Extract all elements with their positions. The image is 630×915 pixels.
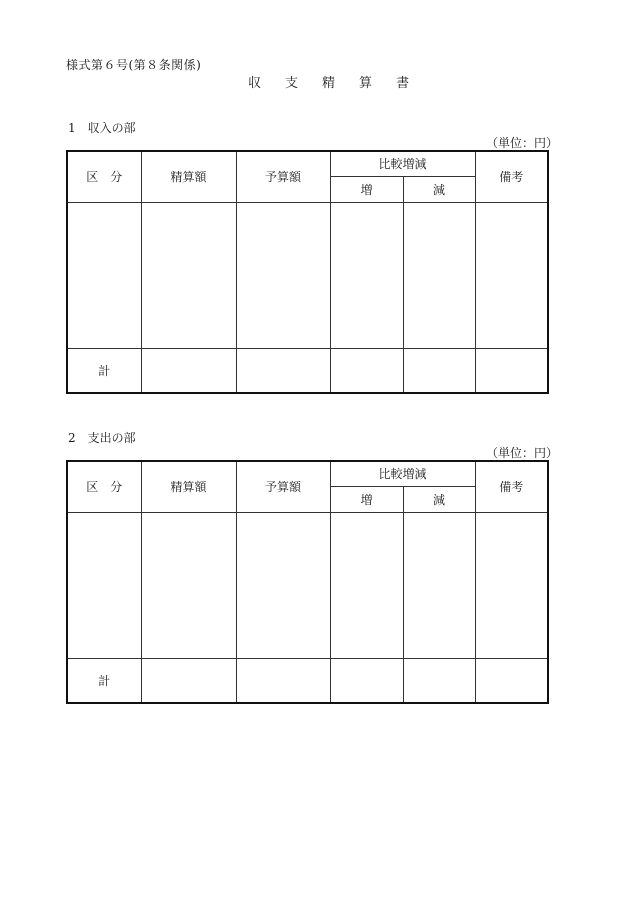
increase-cell[interactable]	[330, 512, 403, 658]
total-budget-cell[interactable]	[236, 348, 330, 393]
income-section-heading: 1 収入の部	[68, 121, 136, 135]
header-comparison: 比較増減	[330, 151, 475, 176]
income-unit-label: （単位：円）	[486, 136, 559, 150]
total-remarks-cell[interactable]	[475, 658, 548, 703]
total-decrease-cell[interactable]	[403, 658, 475, 703]
expense-unit-label: （単位：円）	[486, 446, 559, 460]
header-remarks: 備考	[475, 151, 548, 202]
budget-cell[interactable]	[236, 512, 330, 658]
budget-cell[interactable]	[236, 202, 330, 348]
table-row	[67, 202, 548, 348]
total-decrease-cell[interactable]	[403, 348, 475, 393]
settled-cell[interactable]	[141, 202, 236, 348]
header-comparison: 比較増減	[330, 461, 475, 486]
header-increase: 増	[330, 176, 403, 202]
header-category: 区 分	[67, 461, 141, 512]
income-table	[66, 150, 549, 394]
title-char: 書	[396, 76, 410, 91]
total-row	[67, 658, 548, 703]
category-cell[interactable]	[67, 512, 141, 658]
expense-table	[66, 460, 549, 704]
total-increase-cell[interactable]	[330, 348, 403, 393]
settled-cell[interactable]	[141, 512, 236, 658]
decrease-cell[interactable]	[403, 202, 475, 348]
header-decrease: 減	[403, 486, 475, 512]
header-budget-amount: 予算額	[236, 151, 330, 202]
total-settled-cell[interactable]	[141, 348, 236, 393]
remarks-cell[interactable]	[475, 202, 548, 348]
decrease-cell[interactable]	[403, 512, 475, 658]
title-char: 支	[285, 76, 299, 91]
header-category: 区 分	[67, 151, 141, 202]
total-row	[67, 348, 548, 393]
form-number: 様式第６号(第８条関係)	[66, 58, 202, 72]
total-budget-cell[interactable]	[236, 658, 330, 703]
header-decrease: 減	[403, 176, 475, 202]
total-label: 計	[67, 348, 141, 393]
increase-cell[interactable]	[330, 202, 403, 348]
title-char: 精	[322, 76, 336, 91]
document-title	[248, 72, 409, 91]
total-label: 計	[67, 658, 141, 703]
header-settled-amount: 精算額	[141, 461, 236, 512]
total-settled-cell[interactable]	[141, 658, 236, 703]
total-increase-cell[interactable]	[330, 658, 403, 703]
header-budget-amount: 予算額	[236, 461, 330, 512]
expense-section-heading: 2 支出の部	[68, 431, 136, 445]
header-settled-amount: 精算額	[141, 151, 236, 202]
header-increase: 増	[330, 486, 403, 512]
header-remarks: 備考	[475, 461, 548, 512]
category-cell[interactable]	[67, 202, 141, 348]
table-row	[67, 512, 548, 658]
title-char: 収	[248, 76, 262, 91]
total-remarks-cell[interactable]	[475, 348, 548, 393]
title-char: 算	[359, 76, 373, 91]
remarks-cell[interactable]	[475, 512, 548, 658]
